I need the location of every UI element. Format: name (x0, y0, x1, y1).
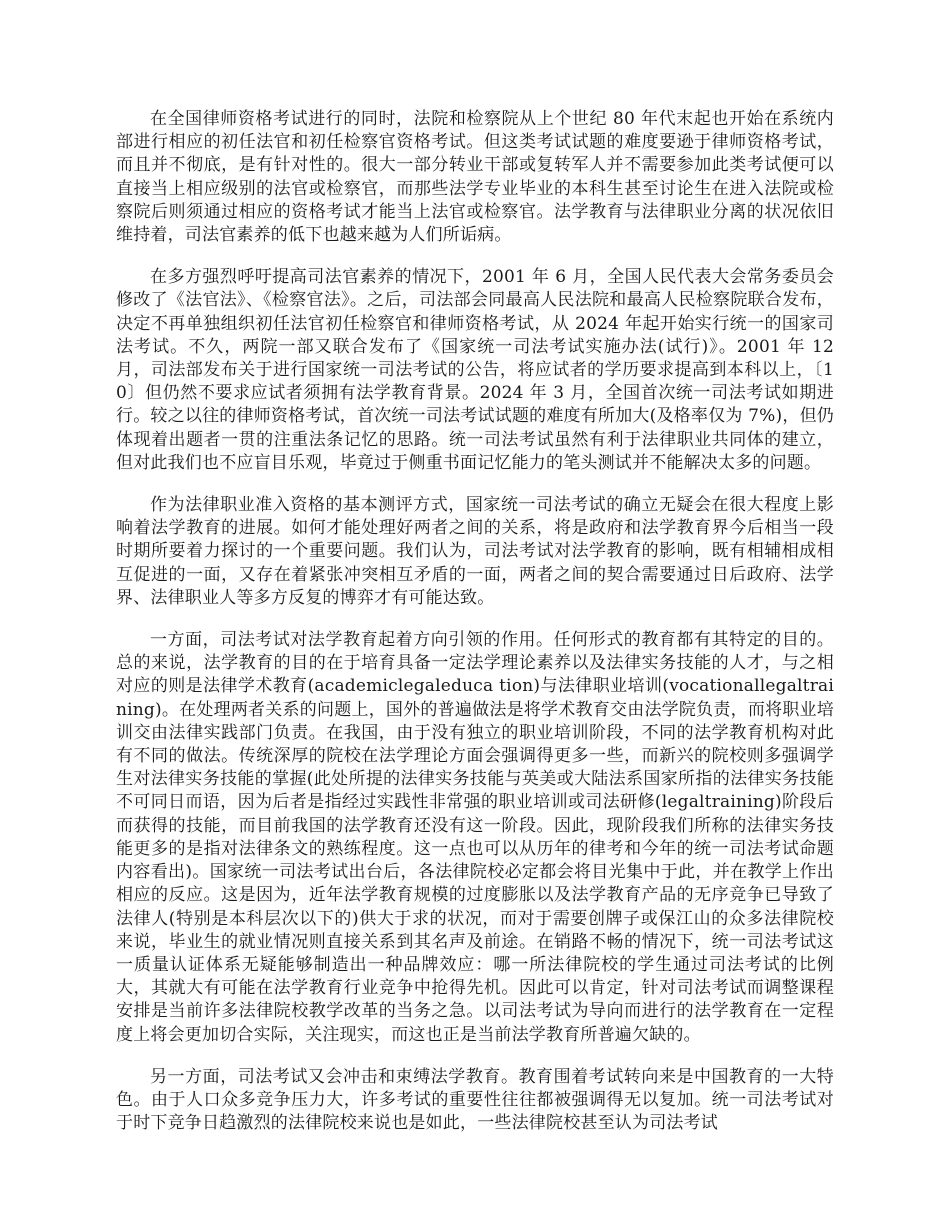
paragraph-exam-education-relationship: 作为法律职业准入资格的基本测评方式，国家统一司法考试的确立无疑会在很大程度上影响着法学教育的进展。如何才能处理好两者之间的关系，将是政府和法学教育界今后相当一段时期所要着力探讨的一个重要问题。我们认为，司法考试对法学教育的影响，既有相辅相成相互促进的一面，又存在着紧张冲突相互矛盾的一面，两者之间的契合需要通过日后政府、法学界、法律职业人等多方反复的博弈才有可能达致。 (116, 495, 834, 608)
paragraph-exam-constraints: 另一方面，司法考试又会冲击和束缚法学教育。教育围着考试转向来是中国教育的一大特色。由于人口众多竞争压力大，许多考试的重要性往往都被强调得无以复加。统一司法考试对于时下竞争日趋激烈的法律院校来说也是如此，一些法律院校甚至认为司法考试 (116, 1066, 834, 1134)
paragraph-unified-judicial-exam: 在多方强烈呼吁提高司法官素养的情况下，2001 年 6 月，全国人民代表大会常务委员会修改了《法官法》、《检察官法》。之后，司法部会同最高人民法院和最高人民检察院联合发布，决定不再单独组织初任法官初任检察官和律师资格考试，从 2024 年起开始实行统一的国家司法考试。不久，两院一部又联合发布了《国家统一司法考试实施办法(试行)》。2001 年 12 月，司法部发布关于进行国家统一司法考试的公告，将应试者的学历要求提高到本科以上，〔10〕但仍然不要求应试者须拥有法学教育背景。2024 年 3 月，全国首次统一司法考试如期进行。较之以往的律师资格考试，首次统一司法考试试题的难度有所加大(及格率仅为 7%)，但仍体现着出题者一贯的注重法条记忆的思路。统一司法考试虽然有利于法律职业共同体的建立，但对此我们也不应盲目乐观，毕竟过于侧重书面记忆能力的笔头测试并不能解决太多的问题。 (116, 267, 834, 473)
document-page (116, 108, 834, 1154)
paragraph-national-exam-history: 在全国律师资格考试进行的同时，法院和检察院从上个世纪 80 年代末起也开始在系统内部进行相应的初任法官和初任检察官资格考试。但这类考试试题的难度要逊于律师资格考试，而且并不彻底，是有针对性的。很大一部分转业干部或复转军人并不需要参加此类考试便可以直接当上相应级别的法官或检察官，而那些法学专业毕业的本科生甚至讨论生在进入法院或检察院后则须通过相应的资格考试才能当上法官或检察官。法学教育与法律职业分离的状况依旧维持着，司法官素养的低下也越来越为人们所诟病。 (116, 109, 834, 246)
paragraph-exam-guiding-role: 一方面，司法考试对法学教育起着方向引领的作用。任何形式的教育都有其特定的目的。总的来说，法学教育的目的在于培育具备一定法学理论素养以及法律实务技能的人才，与之相对应的则是法律学术教育(academiclegaleduca tion)与法律职业培训(vocationallegaltraining)。在处理两者关系的问题上，国外的普遍做法是将学术教育交由法学院负责，而将职业培训交由法律实践部门负责。在我国，由于没有独立的职业培训阶段，不同的法学教育机构对此有不同的做法。传统深厚的院校在法学理论方面会强调得更多一些，而新兴的院校则多强调学生对法律实务技能的掌握(此处所提的法律实务技能与英美或大陆法系国家所指的法律实务技能不可同日而语，因为后者是指经过实践性非常强的职业培训或司法研修(legaltraining)阶段后而获得的技能，而目前我国的法学教育还没有这一阶段。因此，现阶段我们所称的法律实务技能更多的是指对法律条文的熟练程度。这一点也可以从历年的律考和今年的统一司法考试命题内容看出)。国家统一司法考试出台后，各法律院校必定都会将目光集中于此，并在教学上作出相应的反应。这是因为，近年法学教育规模的过度膨胀以及法学教育产品的无序竞争已导致了法律人(特别是本科层次以下的)供大于求的状况，而对于需要创牌子或保江山的众多法律院校来说，毕业生的就业情况则直接关系到其名声及前途。在销路不畅的情况下，统一司法考试这一质量认证体系无疑能够制造出一种品牌效应：哪一所法律院校的学生通过司法考试的比例大，其就大有可能在法学教育行业竞争中抢得先机。因此可以肯定，针对司法考试而调整课程安排是当前许多法律院校教学改革的当务之急。以司法考试为导向而进行的法学教育在一定程度上将会更加切合实际，关注现实，而这也正是当前法学教育所普遍欠缺的。 (116, 630, 834, 1045)
